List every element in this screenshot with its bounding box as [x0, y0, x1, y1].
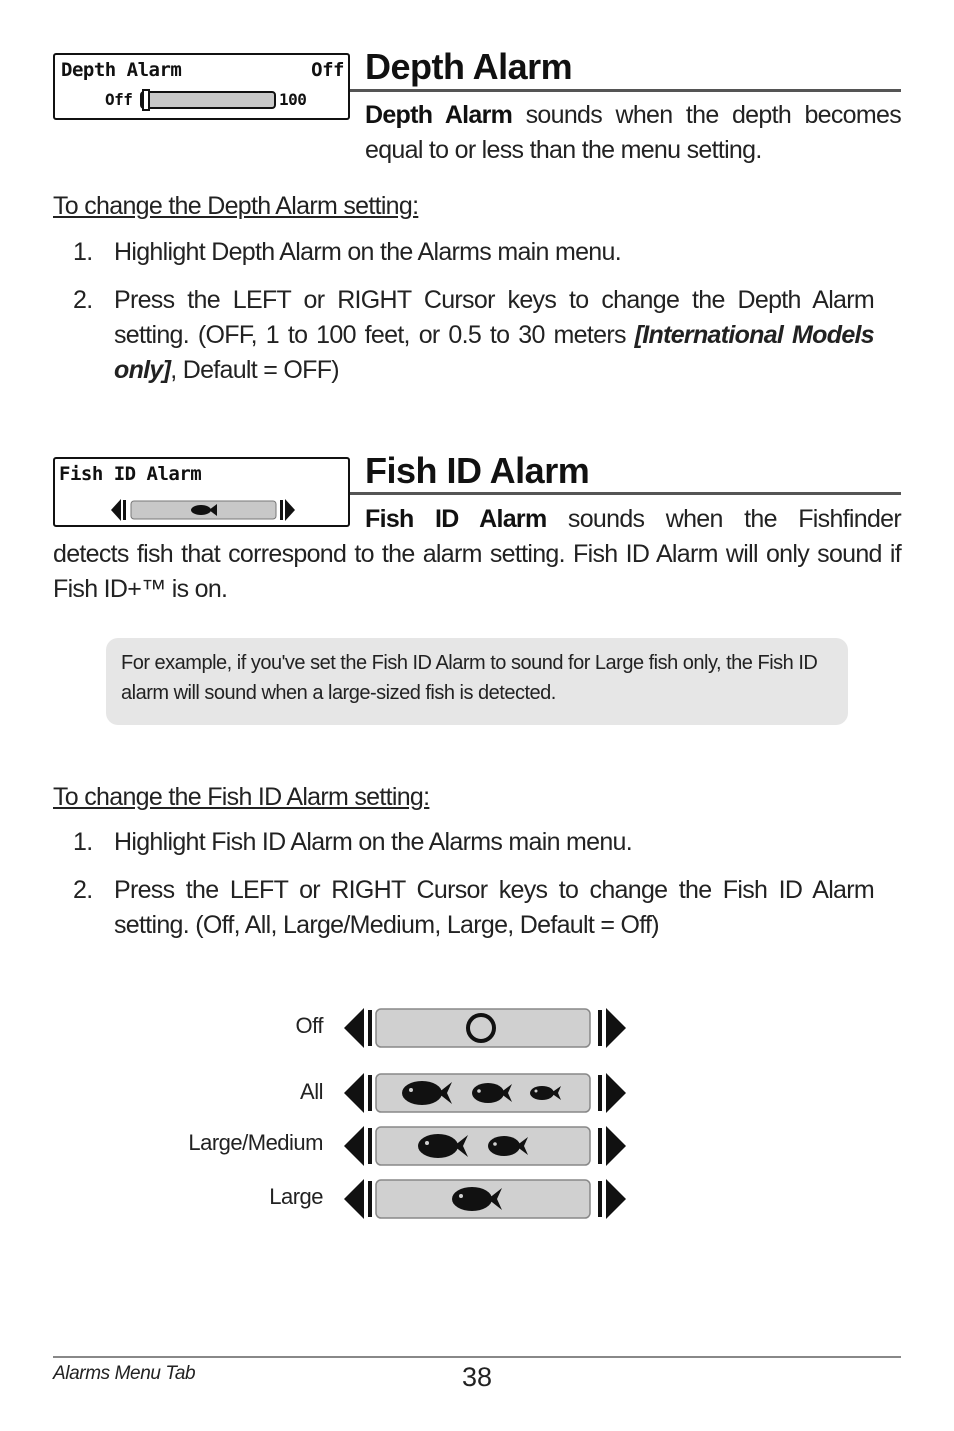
fish-id-options-illustration	[340, 1000, 630, 1240]
fish-id-intro-line1	[365, 502, 901, 537]
option-bar-all	[344, 1073, 626, 1113]
example-note-box	[106, 638, 848, 725]
option-bar-large-medium	[344, 1126, 626, 1166]
depth-alarm-widget-value: Off	[311, 59, 344, 81]
option-label-large: Large	[269, 1184, 323, 1209]
step-number: 1.	[73, 828, 93, 856]
depth-alarm-intro-text: sounds when the depth becomes equal to or less than the menu setting.	[365, 101, 901, 164]
heading-divider	[350, 89, 901, 92]
depth-alarm-intro-bold: Depth Alarm	[365, 101, 513, 129]
page-number: 38	[462, 1362, 493, 1392]
step-text: Highlight Fish ID Alarm on the Alarms main menu.	[114, 828, 633, 856]
depth-alarm-subheading: To change the Depth Alarm setting:	[53, 192, 419, 220]
fish-id-subheading: To change the Fish ID Alarm setting:	[53, 783, 430, 811]
fish-id-selector	[109, 497, 299, 523]
fish-id-widget-label: Fish ID Alarm	[59, 463, 202, 485]
fish-step-1	[73, 825, 878, 860]
step-number: 1.	[73, 238, 93, 266]
option-bar-large	[344, 1179, 626, 1219]
right-arrow-icon	[285, 499, 295, 521]
fish-id-intro-bold: Fish ID Alarm	[365, 505, 547, 533]
footer-section-title: Alarms Menu Tab	[53, 1363, 196, 1384]
depth-alarm-slider	[139, 89, 279, 111]
fish-id-alarm-menu-widget	[53, 457, 350, 527]
step-text: Highlight Depth Alarm on the Alarms main menu.	[114, 238, 621, 266]
option-bar-off	[344, 1008, 626, 1048]
option-label-off: Off	[295, 1013, 323, 1038]
fish-id-alarm-heading: Fish ID Alarm	[365, 450, 590, 491]
depth-alarm-widget-label: Depth Alarm	[61, 59, 182, 81]
heading-divider	[350, 492, 901, 495]
slider-min-label: Off	[105, 90, 133, 109]
slider-max-label: 100	[279, 90, 307, 109]
fish-id-intro-rest: detects fish that correspond to the alarm setting. Fish ID Alarm will only sound if Fish ID+™ is on.	[53, 540, 901, 603]
fish-step-2	[73, 873, 878, 945]
option-label-all: All	[300, 1079, 323, 1104]
example-note-text: For example, if you've set the Fish ID Alarm to sound for Large fish only, the Fish ID alarm will sound when a large-sized fish is detected.	[121, 652, 818, 704]
step-text: Press the LEFT or RIGHT Cursor keys to change the Depth Alarm setting. (OFF, 1 to 100 feet, or 0.5 to 30 meters [International Models only], Default = OFF)	[114, 286, 874, 384]
depth-alarm-intro	[365, 98, 901, 168]
step-text: Press the LEFT or RIGHT Cursor keys to change the Fish ID Alarm setting. (Off, All, Large/Medium, Large, Default = Off)	[114, 876, 874, 939]
step-number: 2.	[73, 876, 93, 904]
left-arrow-icon	[111, 499, 121, 521]
depth-alarm-heading: Depth Alarm	[365, 46, 573, 87]
slider-thumb	[143, 90, 149, 110]
fish-id-intro-text: sounds when the Fishfinder	[546, 505, 901, 533]
step-number: 2.	[73, 286, 93, 314]
footer-divider	[53, 1356, 901, 1358]
depth-alarm-menu-widget	[53, 53, 350, 120]
option-label-large-medium: Large/Medium	[188, 1130, 323, 1155]
depth-step-2	[73, 283, 878, 393]
depth-step-1	[73, 235, 878, 270]
